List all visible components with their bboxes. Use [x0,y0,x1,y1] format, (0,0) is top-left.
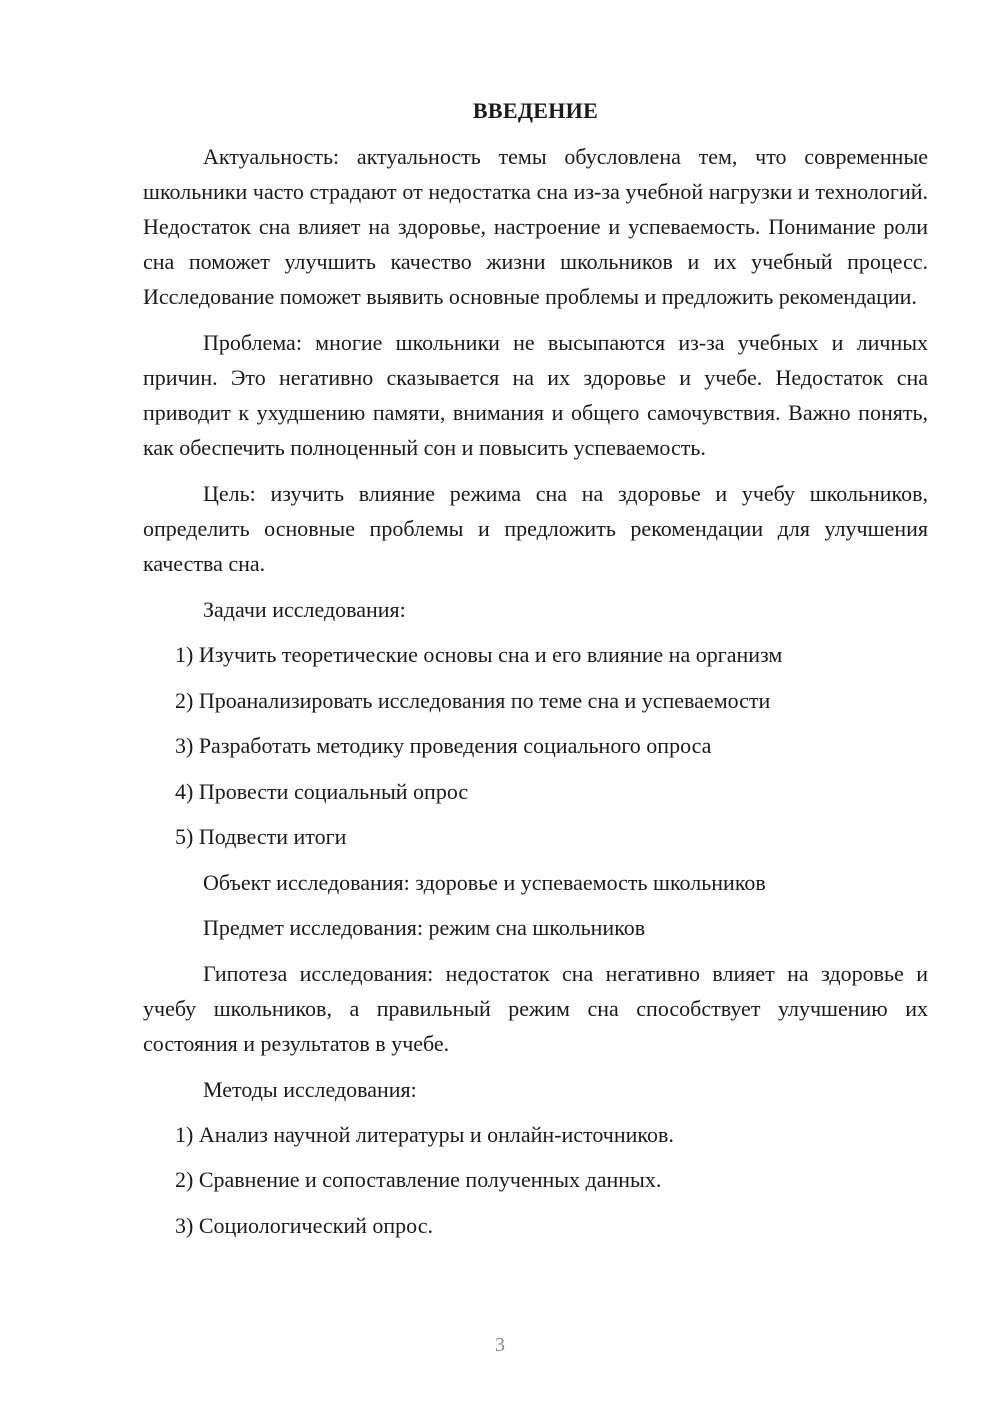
page-number: 3 [495,1334,505,1356]
document-body [143,95,928,1253]
relevance-paragraph: Актуальность: актуальность темы обусловлена тем, что современные школьники часто страдают от недостатка сна из-за учебной нагрузки и технологий. Недостаток сна влияет на здоровье, настроение и успеваемость. Понимание роли сна поможет улучшить качество жизни школьников и их учебный процесс. Исследование поможет выявить основные проблемы и предложить рекомендации. [143,144,928,309]
tasks-heading: Задачи исследования: [203,597,406,622]
methods-list [143,1117,928,1243]
subject-line: Предмет исследования: режим сна школьников [203,915,646,940]
section-title: ВВЕДЕНИЕ [472,98,599,123]
methods-heading: Методы исследования: [203,1076,417,1102]
list-item: 1) Изучить теоретические основы сна и его влияние на организм [175,642,783,667]
problem-paragraph: Проблема: многие школьники не высыпаются из-за учебных и личных причин. Это негативно сказывается на их здоровье и учебе. Недостаток сна приводит к ухудшению памяти, внимания и общего самочувствия. Важно понять, как обеспечить полноценный сон и повысить успеваемость. [143,330,928,460]
list-item: 3) Социологический опрос. [175,1212,433,1238]
list-item: 2) Проанализировать исследования по теме сна и успеваемости [175,687,771,713]
tasks-list [143,637,928,854]
list-item: 4) Провести социальный опрос [175,778,469,804]
list-item: 1) Анализ научной литературы и онлайн-источников. [175,1121,674,1147]
list-item: 3) Разработать методику проведения социального опроса [175,733,712,758]
list-item: 2) Сравнение и сопоставление полученных данных. [175,1167,662,1192]
list-item: 5) Подвести итоги [175,824,347,849]
hypothesis-paragraph: Гипотеза исследования: недостаток сна негативно влияет на здоровье и учебу школьников, а правильный режим сна способствует улучшению их состояния и результатов в учебе. [143,960,928,1056]
goal-paragraph: Цель: изучить влияние режима сна на здоровье и учебу школьников, определить основные проблемы и предложить рекомендации для улучшения качества сна. [143,481,928,576]
object-line: Объект исследования: здоровье и успеваемость школьников [203,869,766,895]
